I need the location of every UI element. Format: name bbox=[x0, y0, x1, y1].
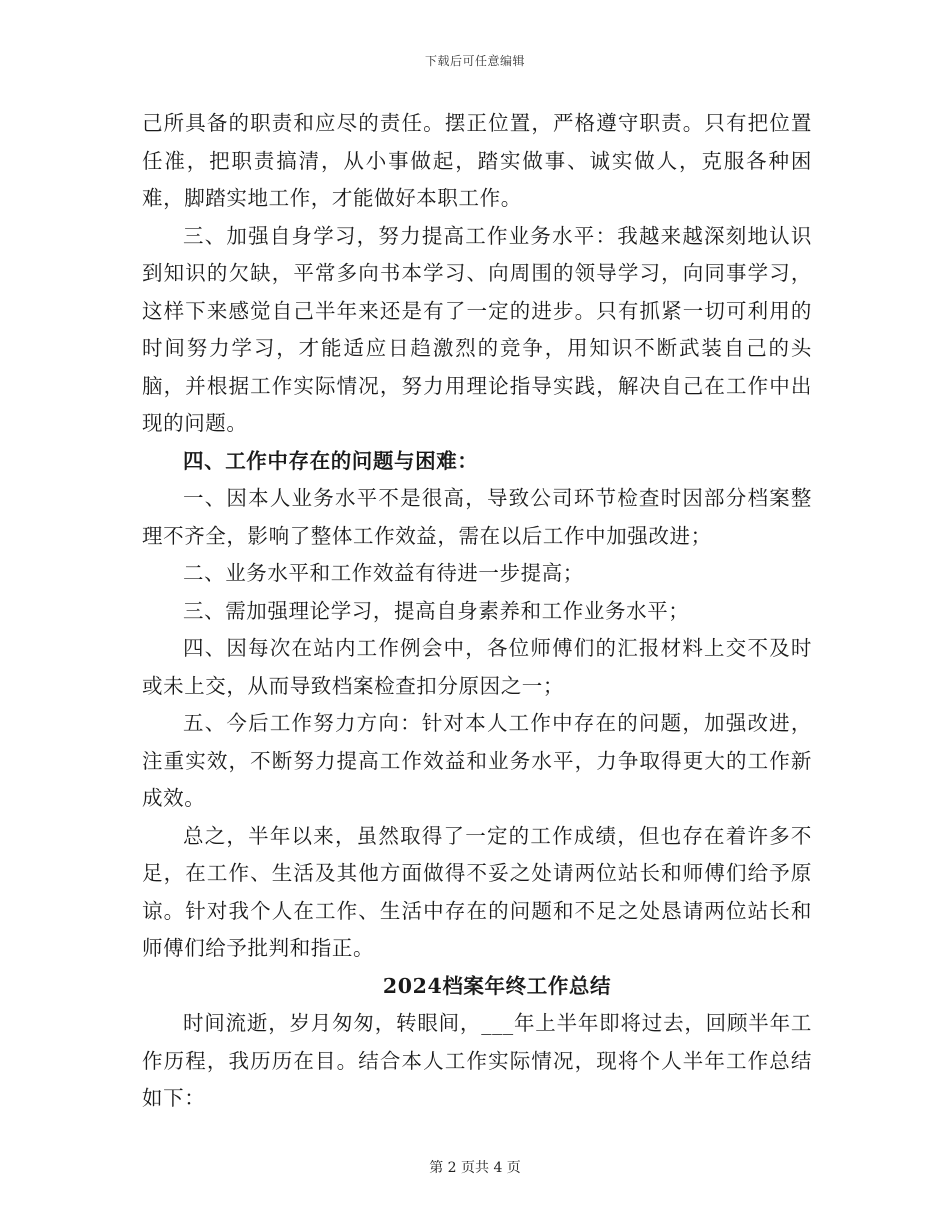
paragraph-study: 三、加强自身学习，努力提高工作业务水平：我越来越深刻地认识到知识的欠缺，平常多向书本学习、向周围的领导学习，向同事学习，这样下来感觉自己半年来还是有了一定的进步。只有抓紧一切可利用的时间努力学习，才能适应日趋激烈的竞争，用知识不断武装自己的头脑，并根据工作实际情况，努力用理论指导实践，解决自己在工作中出现的问题。 bbox=[142, 223, 812, 435]
paragraph-intro: 时间流逝，岁月匆匆，转眼间，___年上半年即将过去，回顾半年工作历程，我历历在目。结合本人工作实际情况，现将个人半年工作总结如下： bbox=[142, 1011, 812, 1110]
paragraph-conclusion: 总之，半年以来，虽然取得了一定的工作成绩，但也存在着许多不足，在工作、生活及其他方面做得不妥之处请两位站长和师傅们给予原谅。针对我个人在工作、生活中存在的问题和不足之处恳请两位站长和师傅们给予批判和指正。 bbox=[142, 823, 812, 960]
page-footer: 第 2 页共 4 页 bbox=[429, 1160, 521, 1176]
page-header: 下载后可任意编辑 bbox=[424, 54, 525, 68]
paragraph-duties: 己所具备的职责和应尽的责任。摆正位置，严格遵守职责。只有把位置任准，把职责搞清，从小事做起，踏实做事、诚实做人，克服各种困难，脚踏实地工作，才能做好本职工作。 bbox=[142, 111, 812, 210]
document-title: 2024档案年终工作总结 bbox=[382, 973, 612, 998]
problem-item-3: 三、需加强理论学习，提高自身素养和工作业务水平； bbox=[183, 598, 690, 623]
problem-item-1: 一、因本人业务水平不是很高，导致公司环节检查时因部分档案整理不齐全，影响了整体工作效益，需在以后工作中加强改进； bbox=[142, 486, 812, 548]
section-heading-problems: 四、工作中存在的问题与困难： bbox=[183, 448, 479, 473]
problem-item-2: 二、业务水平和工作效益有待进一步提高； bbox=[183, 561, 584, 585]
problem-item-5: 五、今后工作努力方向：针对本人工作中存在的问题，加强改进，注重实效，不断努力提高工作效益和业务水平，力争取得更大的工作新成效。 bbox=[142, 711, 812, 810]
problem-item-4: 四、因每次在站内工作例会中，各位师傅们的汇报材料上交不及时或未上交，从而导致档案检查扣分原因之一； bbox=[142, 636, 812, 698]
document-body bbox=[142, 105, 812, 1118]
